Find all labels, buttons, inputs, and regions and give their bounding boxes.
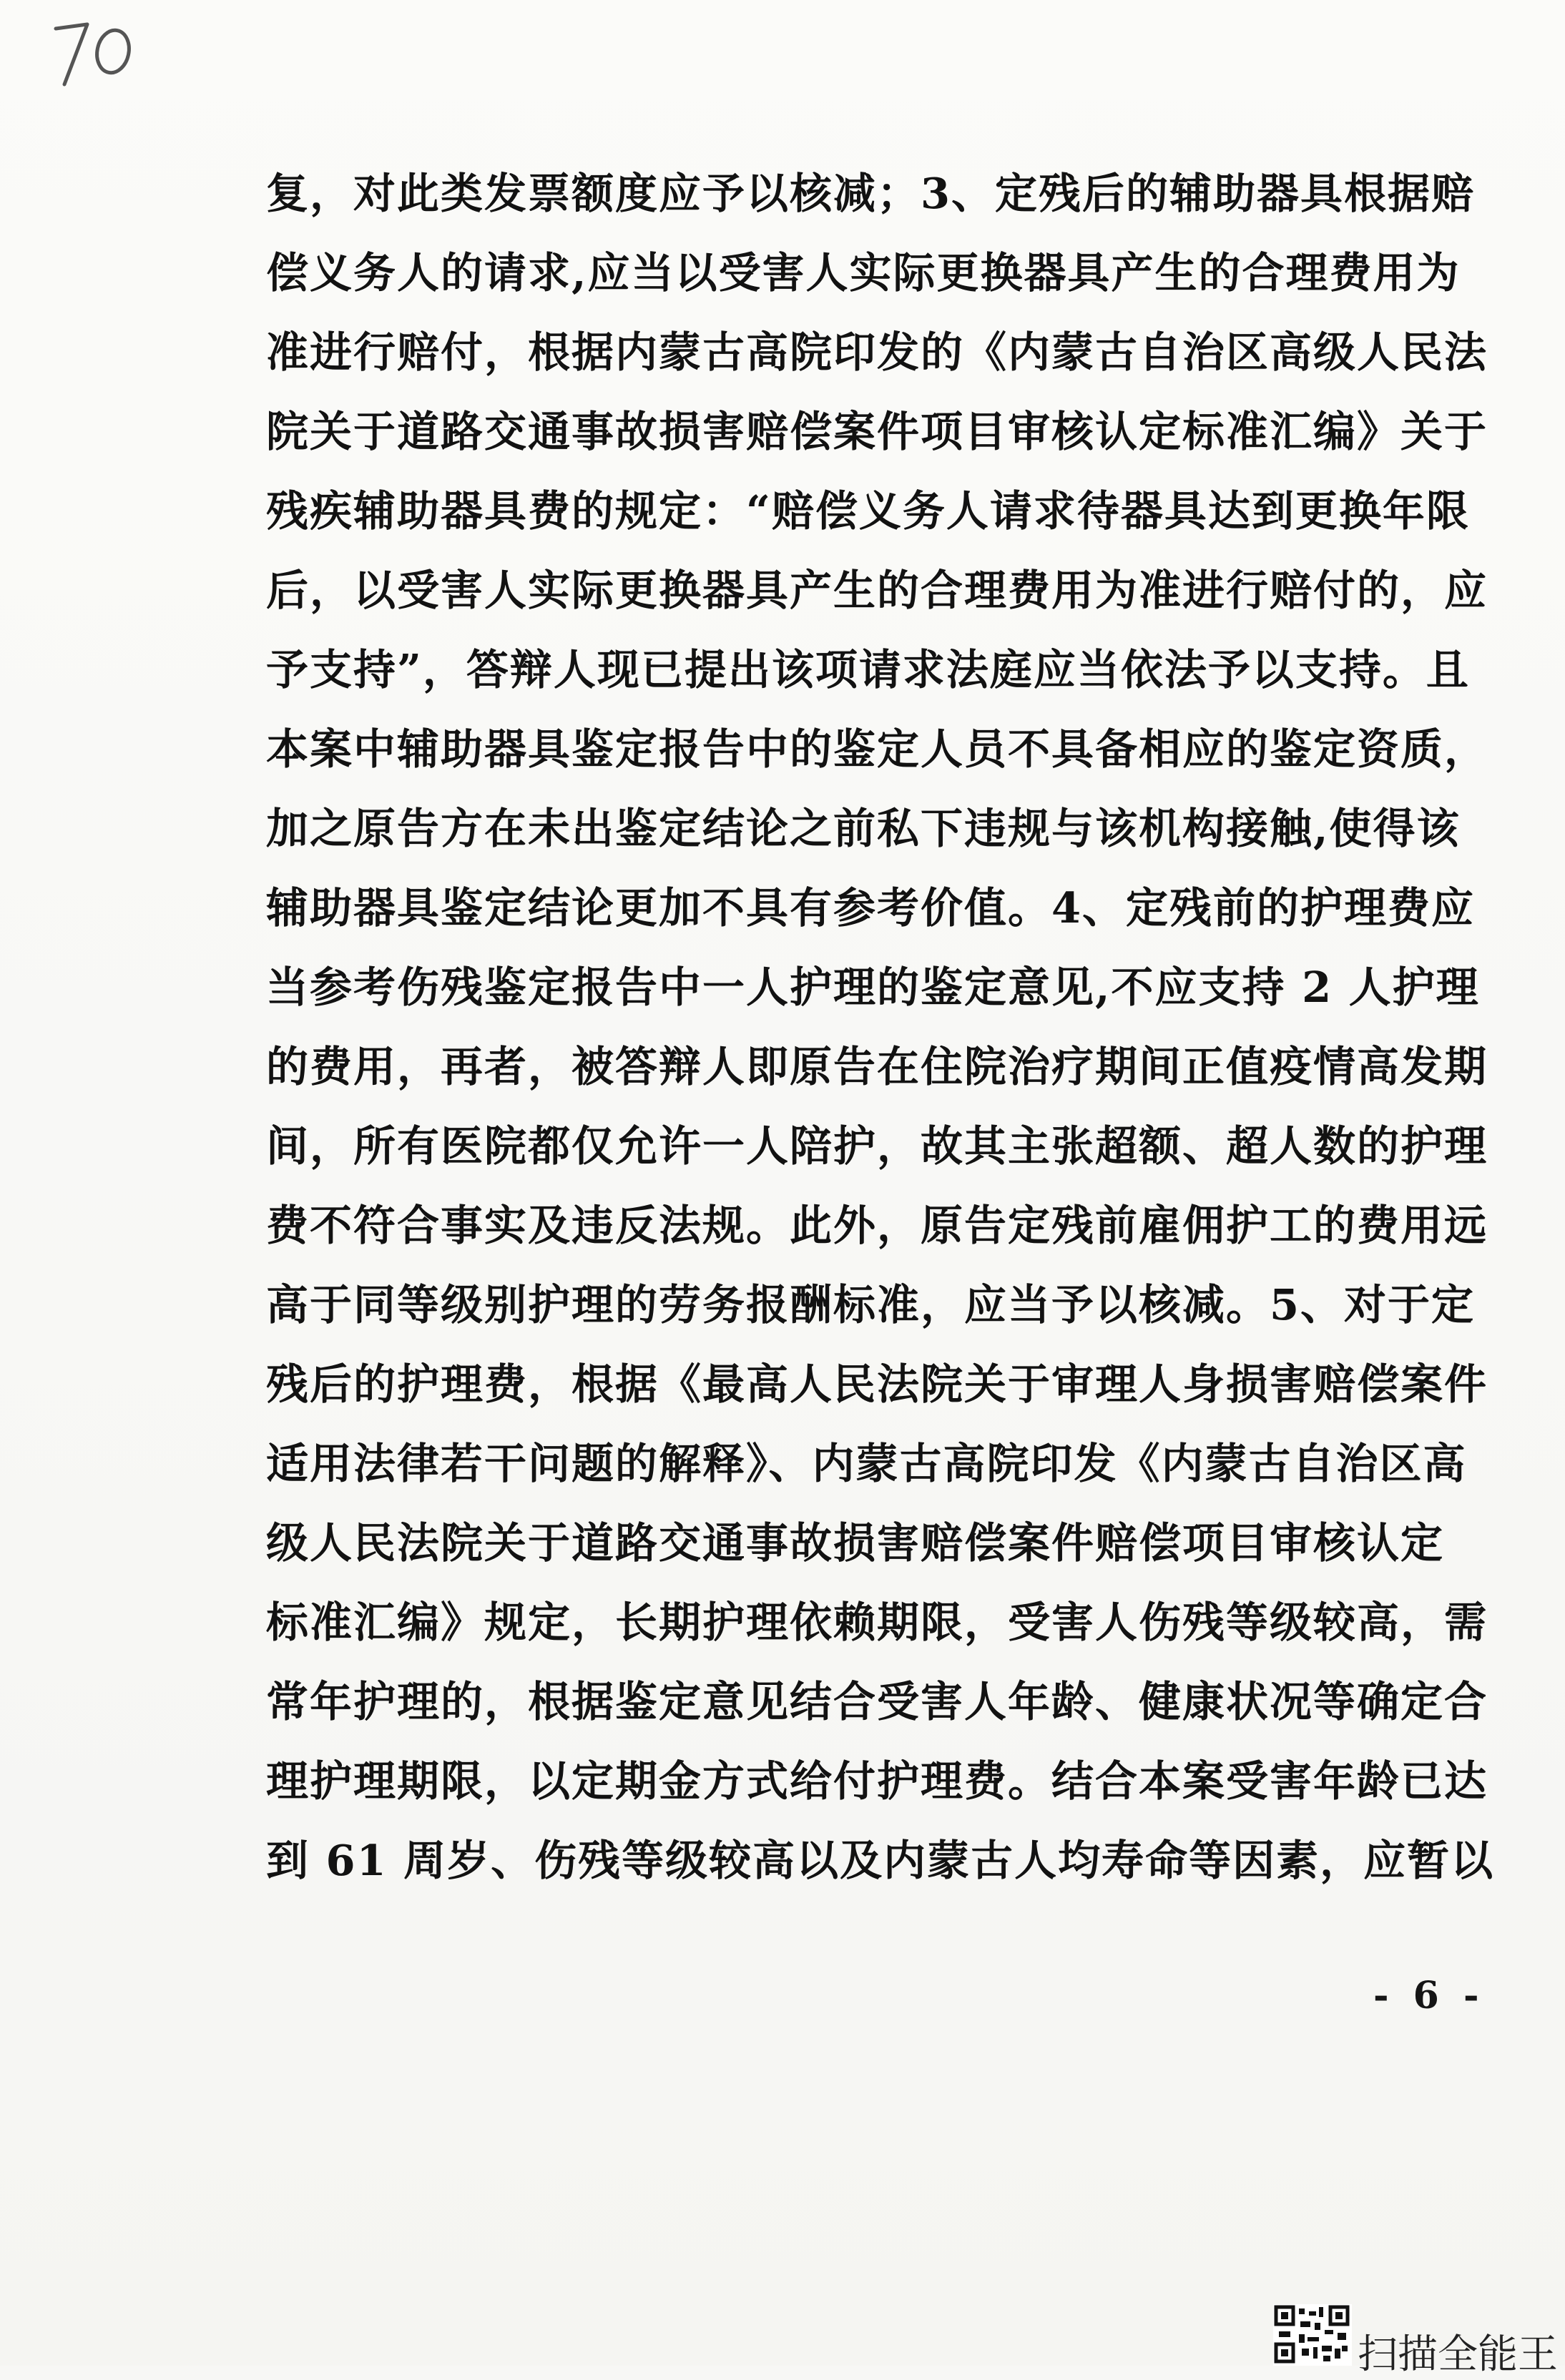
body-line: 准进行赔付，根据内蒙古高院印发的《内蒙古自治区高级人民法 bbox=[266, 328, 1488, 377]
document-body bbox=[266, 154, 1496, 1900]
body-line: 常年护理的，根据鉴定意见结合受害人年龄、健康状况等确定合 bbox=[266, 1677, 1488, 1726]
page-number: - 6 - bbox=[1373, 1974, 1485, 2017]
body-line: 本案中辅助器具鉴定报告中的鉴定人员不具备相应的鉴定资质， bbox=[266, 724, 1488, 774]
footer-text: 扫描全能王 bbox=[1358, 2331, 1558, 2378]
body-line: 适用法律若干问题的解释》、内蒙古高院印发《内蒙古自治区高 bbox=[266, 1439, 1467, 1488]
body-line: 残疾辅助器具费的规定：“赔偿义务人请求待器具达到更换年限 bbox=[266, 486, 1470, 536]
body-line: 辅助器具鉴定结论更加不具有参考价值。4、定残前的护理费应 bbox=[266, 883, 1476, 933]
body-line: 偿义务人的请求,应当以受害人实际更换器具产生的合理费用为 bbox=[266, 248, 1461, 298]
body-line: 到 61 周岁、伤残等级较高以及内蒙古人均寿命等因素，应暂以 bbox=[266, 1836, 1495, 1885]
scanner-watermark bbox=[1273, 2304, 1565, 2378]
body-line: 当参考伤残鉴定报告中一人护理的鉴定意见,不应支持 2 人护理 bbox=[266, 963, 1480, 1012]
body-line: 后，以受害人实际更换器具产生的合理费用为准进行赔付的，应 bbox=[266, 566, 1488, 615]
body-line: 理护理期限，以定期金方式给付护理费。结合本案受害年龄已达 bbox=[266, 1756, 1488, 1806]
body-line: 标准汇编》规定，长期护理依赖期限，受害人伤残等级较高，需 bbox=[266, 1598, 1488, 1647]
body-line: 费不符合事实及违反法规。此外，原告定残前雇佣护工的费用远 bbox=[266, 1201, 1488, 1250]
body-line: 予支持”，答辩人现已提出该项请求法庭应当依法予以支持。且 bbox=[266, 645, 1470, 694]
body-line: 复，对此类发票额度应予以核减；3、定残后的辅助器具根据赔 bbox=[266, 169, 1476, 218]
handwritten-seventy-icon bbox=[43, 7, 143, 93]
body-line: 院关于道路交通事故损害赔偿案件项目审核认定标准汇编》关于 bbox=[266, 407, 1488, 456]
body-line: 高于同等级别护理的劳务报酬标准，应当予以核减。5、对于定 bbox=[266, 1280, 1476, 1329]
qr-code-icon bbox=[1273, 2304, 1352, 2366]
body-line: 加之原告方在未出鉴定结论之前私下违规与该机构接触,使得该 bbox=[266, 804, 1461, 853]
body-line: 间，所有医院都仅允许一人陪护，故其主张超额、超人数的护理 bbox=[266, 1121, 1488, 1171]
body-line: 的费用，再者，被答辩人即原告在住院治疗期间正值疫情高发期 bbox=[266, 1042, 1488, 1091]
body-line: 残后的护理费，根据《最高人民法院关于审理人身损害赔偿案件 bbox=[266, 1359, 1488, 1409]
body-line: 级人民法院关于道路交通事故损害赔偿案件赔偿项目审核认定 bbox=[266, 1518, 1445, 1568]
handwritten-page-mark bbox=[43, 7, 143, 93]
